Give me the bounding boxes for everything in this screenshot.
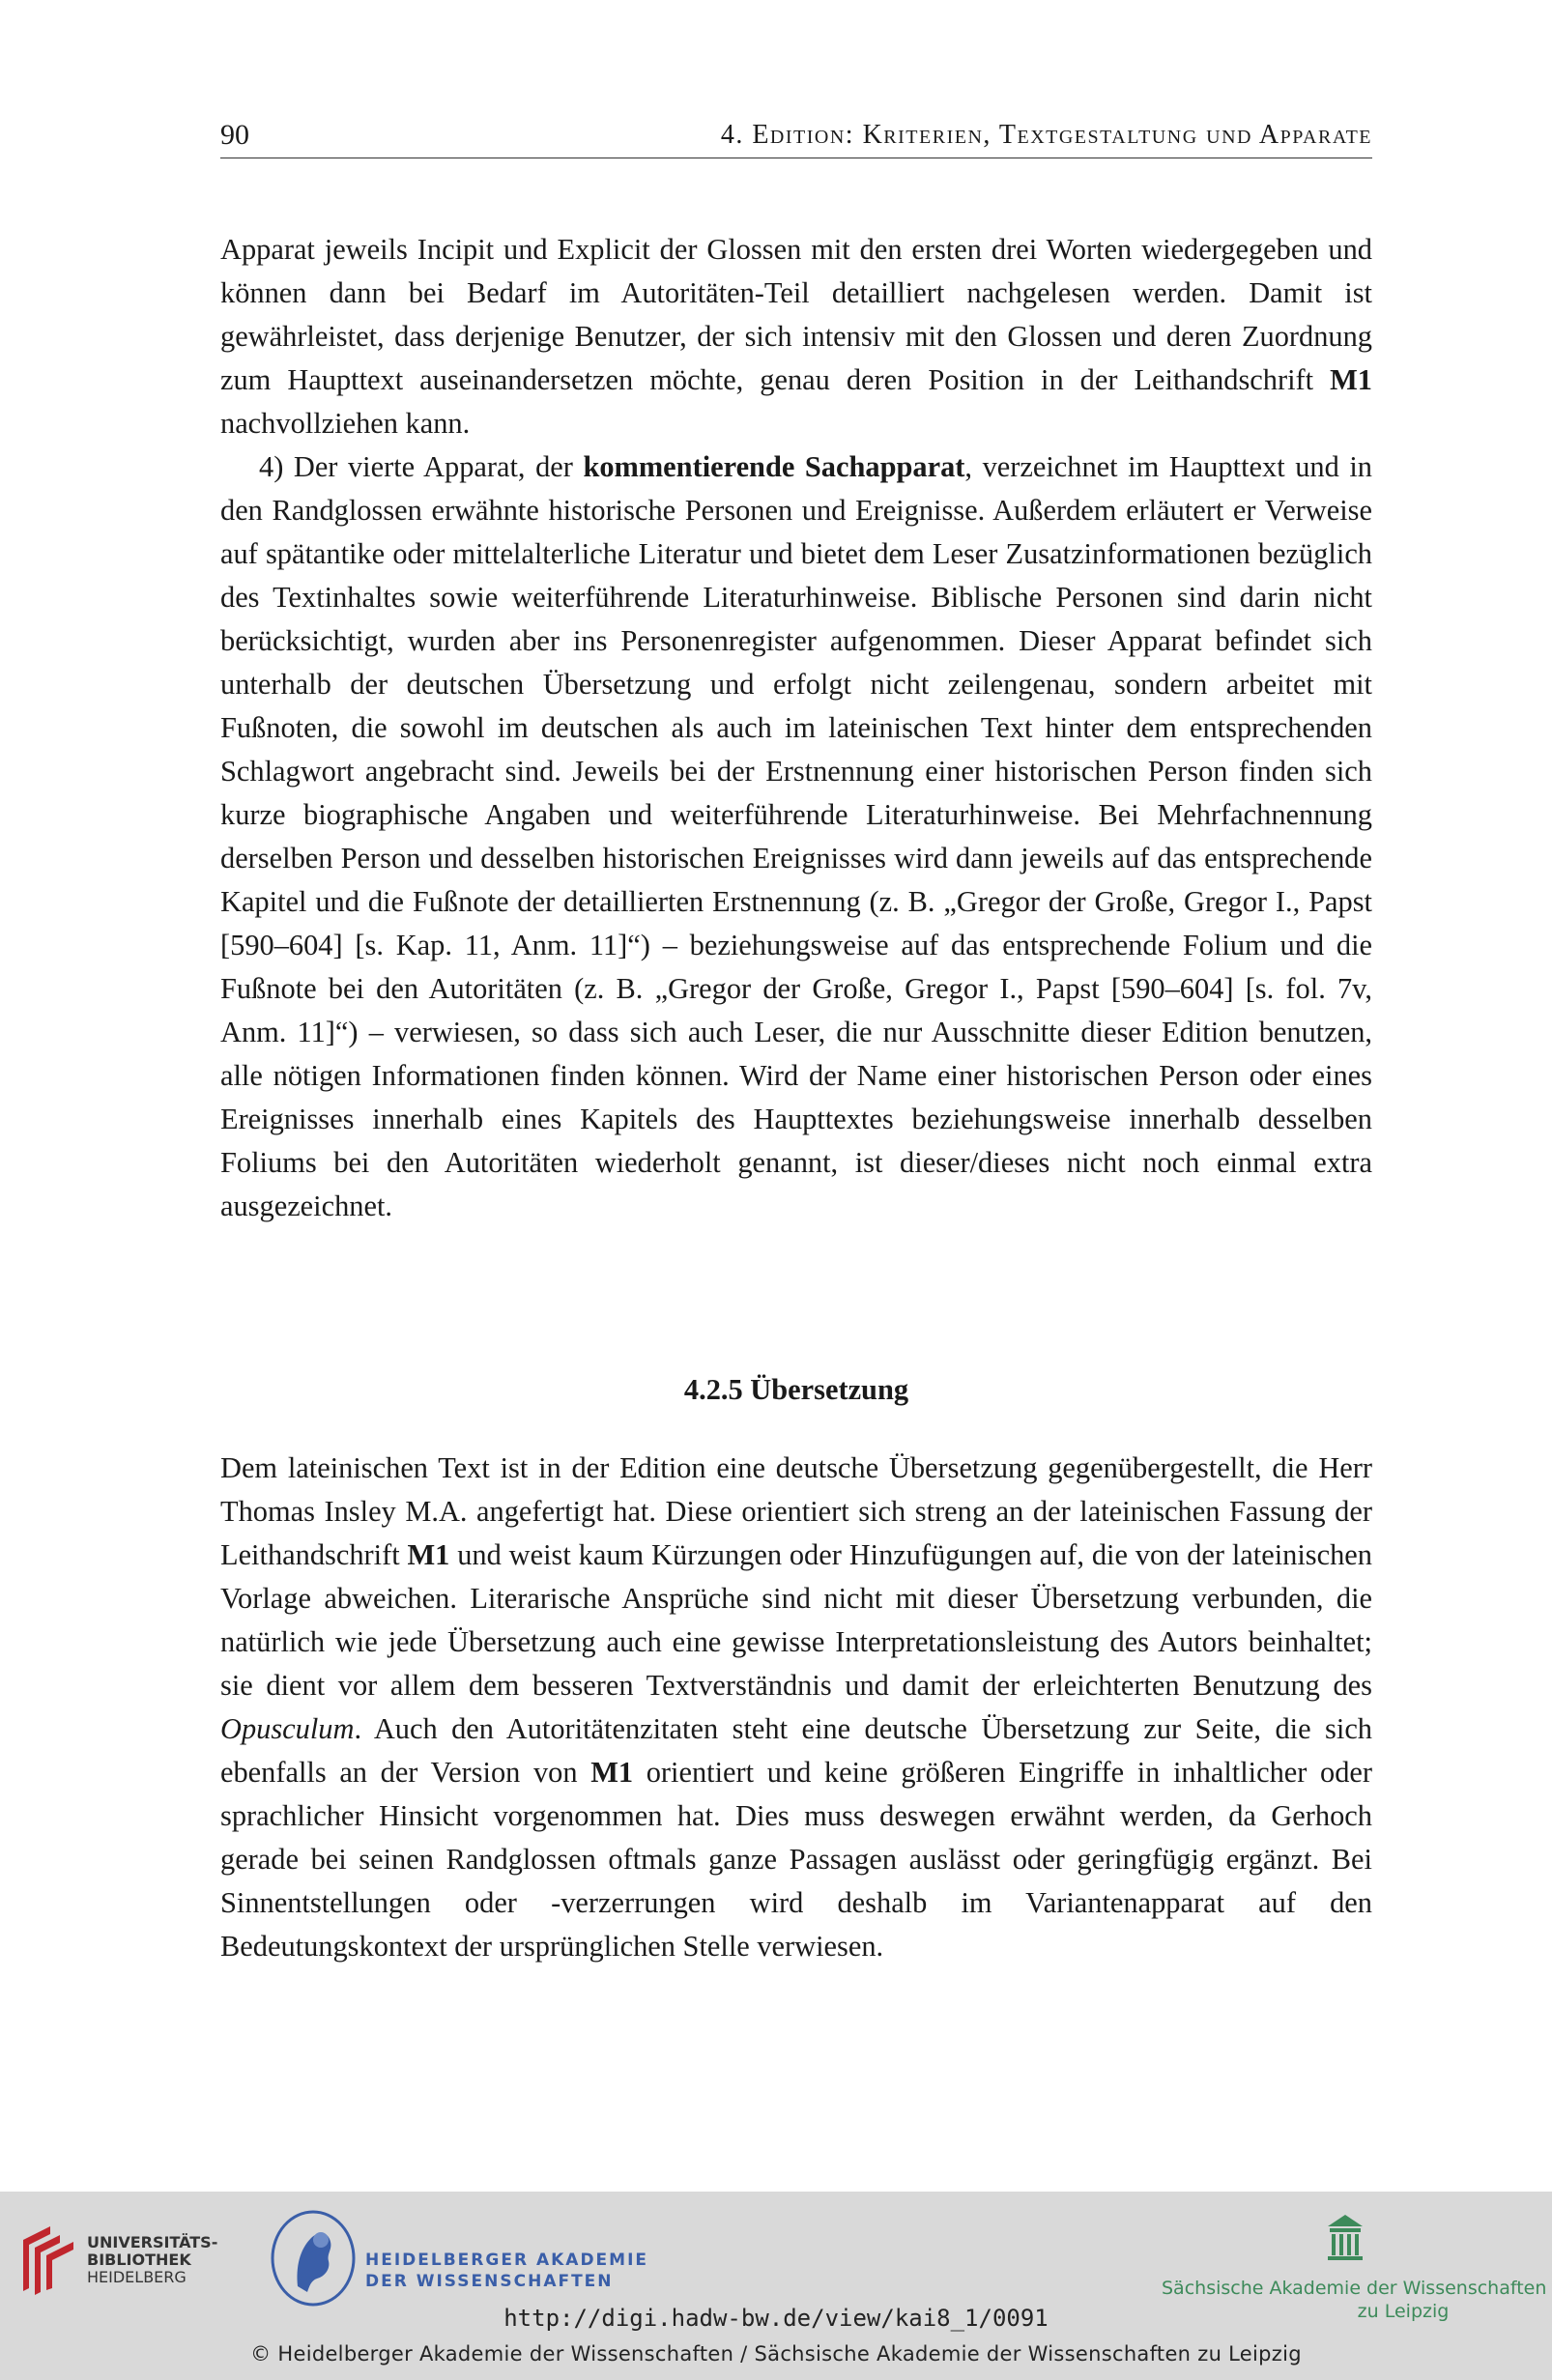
footer-banner: [0, 2192, 1552, 2380]
permalink-url[interactable]: http://digi.hadw-bw.de/view/kai8_1/0091: [503, 2305, 1049, 2332]
italic-title: Opusculum: [220, 1712, 355, 1745]
paragraph-2: 4) Der vierte Apparat, der kommentierende Sachapparat, verzeichnet im Haupttext und in den Randglossen erwähnte historische Personen und Ereignisse. Außerdem erläutert er Verweise auf spätantike oder mittelalterliche Literatur und bietet dem Leser Zusatzinformationen bezüglich des Textinhaltes sowie weiterführende Literaturhinweise. Biblische Personen sind darin nicht berücksichtigt, wurden aber ins Personenregister aufgenommen. Dieser Apparat befindet sich unterhalb der deutschen Übersetzung und erfolgt nicht zeilengenau, sondern arbeitet mit Fußnoten, die sowohl im deutschen als auch im lateinischen Text hinter dem entsprechenden Schlagwort angebracht sind. Jeweils bei der Erstnennung einer historischen Person finden sich kurze biographische Angaben und weiterführende Literaturhinweise. Bei Mehrfachnennung derselben Person und desselben historischen Ereignisses wird dann jeweils auf das entsprechende Kapitel und die Fußnote der detaillierten Erstnennung (z. B. „Gregor der Große, Gregor I., Papst [590–604] [s. Kap. 11, Anm. 11]“) – beziehungsweise auf das entsprechende Folium und die Fußnote bei den Autoritäten (z. B. „Gregor der Große, Gregor I., Papst [590–604] [s. fol. 7v, Anm. 11]“) – verwiesen, so dass sich auch Leser, die nur Ausschnitte dieser Edition benutzen, alle nötigen Informationen finden können. Wird der Name einer historischen Person oder eines Ereignisses innerhalb eines Kapitels des Haupttextes beziehungsweise innerhalb desselben Foliums bei den Autoritäten wiederholt genannt, ist dieser/dieses nicht noch einmal extra ausgezeichnet.: [220, 450, 1372, 1222]
copyright-notice: © Heidelberger Akademie der Wissenschaften / Sächsische Akademie der Wissenschaften zu Leipzig: [250, 2342, 1302, 2366]
bold-siglum: kommentierende Sachapparat: [583, 450, 965, 483]
paragraph-1: Apparat jeweils Incipit und Explicit der Glossen mit den ersten drei Worten wiedergegeben und können dann bei Bedarf im Autoritäten-Teil detailliert nachgelesen werden. Damit ist gewährleistet, dass derjenige Benutzer, der sich intensiv mit den Glossen und deren Zuordnung zum Haupttext auseinandersetzen möchte, genau deren Position in der Leithandschrift M1 nachvollziehen kann.: [220, 233, 1372, 440]
saw-building-icon: [1326, 2213, 1365, 2261]
hadw-medal-icon: [269, 2209, 358, 2308]
saw-logo-text: Sächsische Akademie der Wissenschaften zu Leipzig: [1162, 2278, 1547, 2322]
body-text-translation: [220, 1447, 1372, 1968]
ub-mark-icon: [17, 2221, 79, 2296]
section-heading: 4.2.5 Übersetzung: [683, 1373, 909, 1406]
hadw-logo[interactable]: [269, 2209, 655, 2315]
running-head: 4. Edition: Kriterien, Textgestaltung und Apparate: [720, 120, 1372, 150]
page-number: 90: [220, 119, 249, 151]
hadw-logo-text: HEIDELBERGER AKADEMIE DER WISSENSCHAFTEN: [365, 2251, 649, 2291]
ub-heidelberg-logo[interactable]: [17, 2211, 288, 2308]
paragraph-3: Dem lateinischen Text ist in der Edition eine deutsche Übersetzung gegenübergestellt, die Herr Thomas Insley M.A. angefertigt hat. Diese orientiert sich streng an der lateinischen Fassung der Leithandschrift M1 und weist kaum Kürzungen oder Hinzufügungen auf, die von der lateinischen Vorlage abweichen. Literarische Ansprüche sind nicht mit dieser Übersetzung verbunden, die natürlich wie jede Übersetzung auch eine gewisse Interpretationsleistung des Autors beinhaltet; sie dient vor allem dem besseren Textverständnis und damit der erleichterten Benutzung des Opusculum. Auch den Autoritätenzitaten steht eine deutsche Übersetzung zur Seite, die sich ebenfalls an der Version von M1 orientiert und keine größeren Eingriffe in inhaltlicher oder sprachlicher Hinsicht vorgenommen hat. Dies muss deswegen erwähnt werden, da Gerhoch gerade bei seinen Randglossen oftmals ganze Passagen auslässt oder geringfügig ergänzt. Bei Sinnentstellungen oder -verzerrungen wird deshalb im Variantenapparat auf den Bedeutungskontext der ursprünglichen Stelle verwiesen.: [220, 1451, 1373, 1963]
bold-siglum: M1: [407, 1538, 450, 1571]
ub-logo-text: UNIVERSITÄTS- BIBLIOTHEK HEIDELBERG: [87, 2233, 218, 2286]
bold-siglum: M1: [590, 1756, 634, 1789]
bold-siglum: M1: [1330, 363, 1372, 396]
body-text: [220, 228, 1372, 1228]
